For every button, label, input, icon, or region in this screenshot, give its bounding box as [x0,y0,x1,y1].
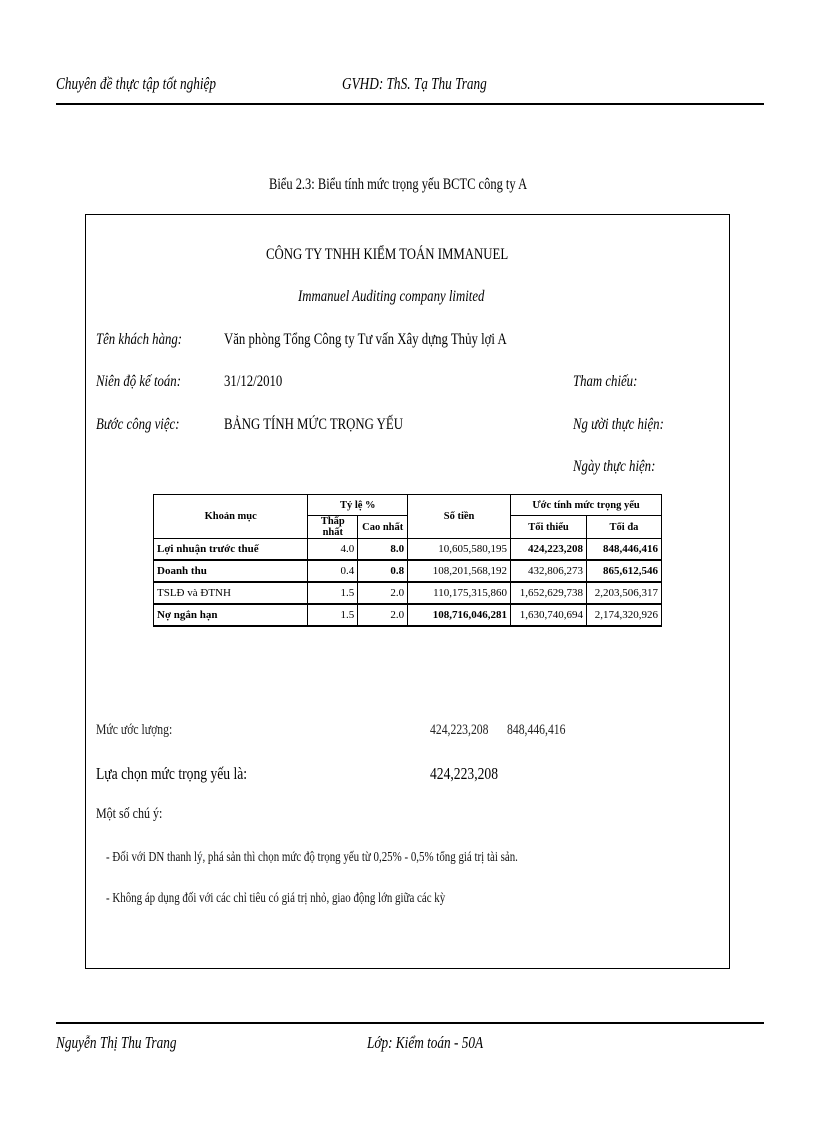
footer-center: Lớp: Kiểm toán - 50A [367,1033,484,1052]
estimate-label: Mức ước lượng: [96,722,173,738]
client-value: Văn phòng Tổng Công ty Tư vấn Xây dựng Thủy lợi A [224,331,507,348]
note-1: - Đối với DN thanh lý, phá sản thì chọn mức độ trọng yếu từ 0,25% - 0,5% tổng giá trị tài sản. [106,850,518,865]
performer-label: Ng ười thực hiện: [573,416,664,433]
row-max: 848,446,416 [586,539,661,561]
row-amount: 108,716,046,281 [408,604,511,626]
figure-caption: Biểu 2.3: Biểu tính mức trọng yếu BCTC công ty A [269,176,528,193]
col-max-header: Tối đa [586,516,661,539]
row-amount: 10,605,580,195 [408,539,511,561]
footer-rule [56,1022,764,1024]
row-min: 1,630,740,694 [511,604,587,626]
client-label: Tên khách hàng: [96,331,183,348]
date-label: Ngày thực hiện: [573,458,656,475]
estimate-max: 848,446,416 [507,722,566,738]
row-high: 0.8 [358,560,408,582]
col-max-rate-header: Cao nhất [358,516,408,539]
table-row [154,560,662,582]
row-max: 2,203,506,317 [586,582,661,604]
estimate-min: 424,223,208 [430,722,489,738]
header-rule [56,103,764,105]
choice-value: 424,223,208 [430,764,498,783]
col-rate-header: Tỷ lệ % [308,495,408,516]
row-high: 8.0 [358,539,408,561]
company-name: CÔNG TY TNHH KIỂM TOÁN IMMANUEL [266,246,509,263]
table-row [154,604,662,626]
row-high: 2.0 [358,582,408,604]
col-item-header: Khoản mục [154,495,308,539]
row-min: 424,223,208 [511,539,587,561]
col-amount-header: Số tiền [408,495,511,539]
company-name-en: Immanuel Auditing company limited [298,288,485,305]
footer-left: Nguyễn Thị Thu Trang [56,1033,177,1052]
row-item: Doanh thu [154,560,308,582]
note-2: - Không áp dụng đối với các chỉ tiêu có giá trị nhỏ, giao động lớn giữa các kỳ [106,891,446,906]
row-low: 4.0 [308,539,358,561]
step-label: Bước công việc: [96,416,180,433]
reference-label: Tham chiếu: [573,373,638,390]
period-label: Niên độ kế toán: [96,373,181,390]
notes-label: Một số chú ý: [96,806,163,822]
table-row [154,582,662,604]
row-amount: 108,201,568,192 [408,560,511,582]
row-max: 2,174,320,926 [586,604,661,626]
row-low: 0.4 [308,560,358,582]
col-min-header: Tối thiểu [511,516,587,539]
col-estimate-header: Ước tính mức trọng yếu [511,495,662,516]
row-amount: 110,175,315,860 [408,582,511,604]
row-high: 2.0 [358,604,408,626]
row-item: Nợ ngắn hạn [154,604,308,626]
materiality-table [153,494,662,627]
col-min-rate-header: Thấp nhất [308,516,358,539]
choice-label: Lựa chọn mức trọng yếu là: [96,764,248,783]
row-min: 1,652,629,738 [511,582,587,604]
header-left: Chuyên đề thực tập tốt nghiệp [56,74,217,93]
row-item: TSLĐ và ĐTNH [154,582,308,604]
row-low: 1.5 [308,582,358,604]
step-value: BẢNG TÍNH MỨC TRỌNG YẾU [224,416,403,433]
header-center: GVHD: ThS. Tạ Thu Trang [342,74,487,93]
period-value: 31/12/2010 [224,373,283,390]
row-item: Lợi nhuận trước thuế [154,539,308,561]
row-max: 865,612,546 [586,560,661,582]
table-row [154,539,662,561]
row-low: 1.5 [308,604,358,626]
row-min: 432,806,273 [511,560,587,582]
